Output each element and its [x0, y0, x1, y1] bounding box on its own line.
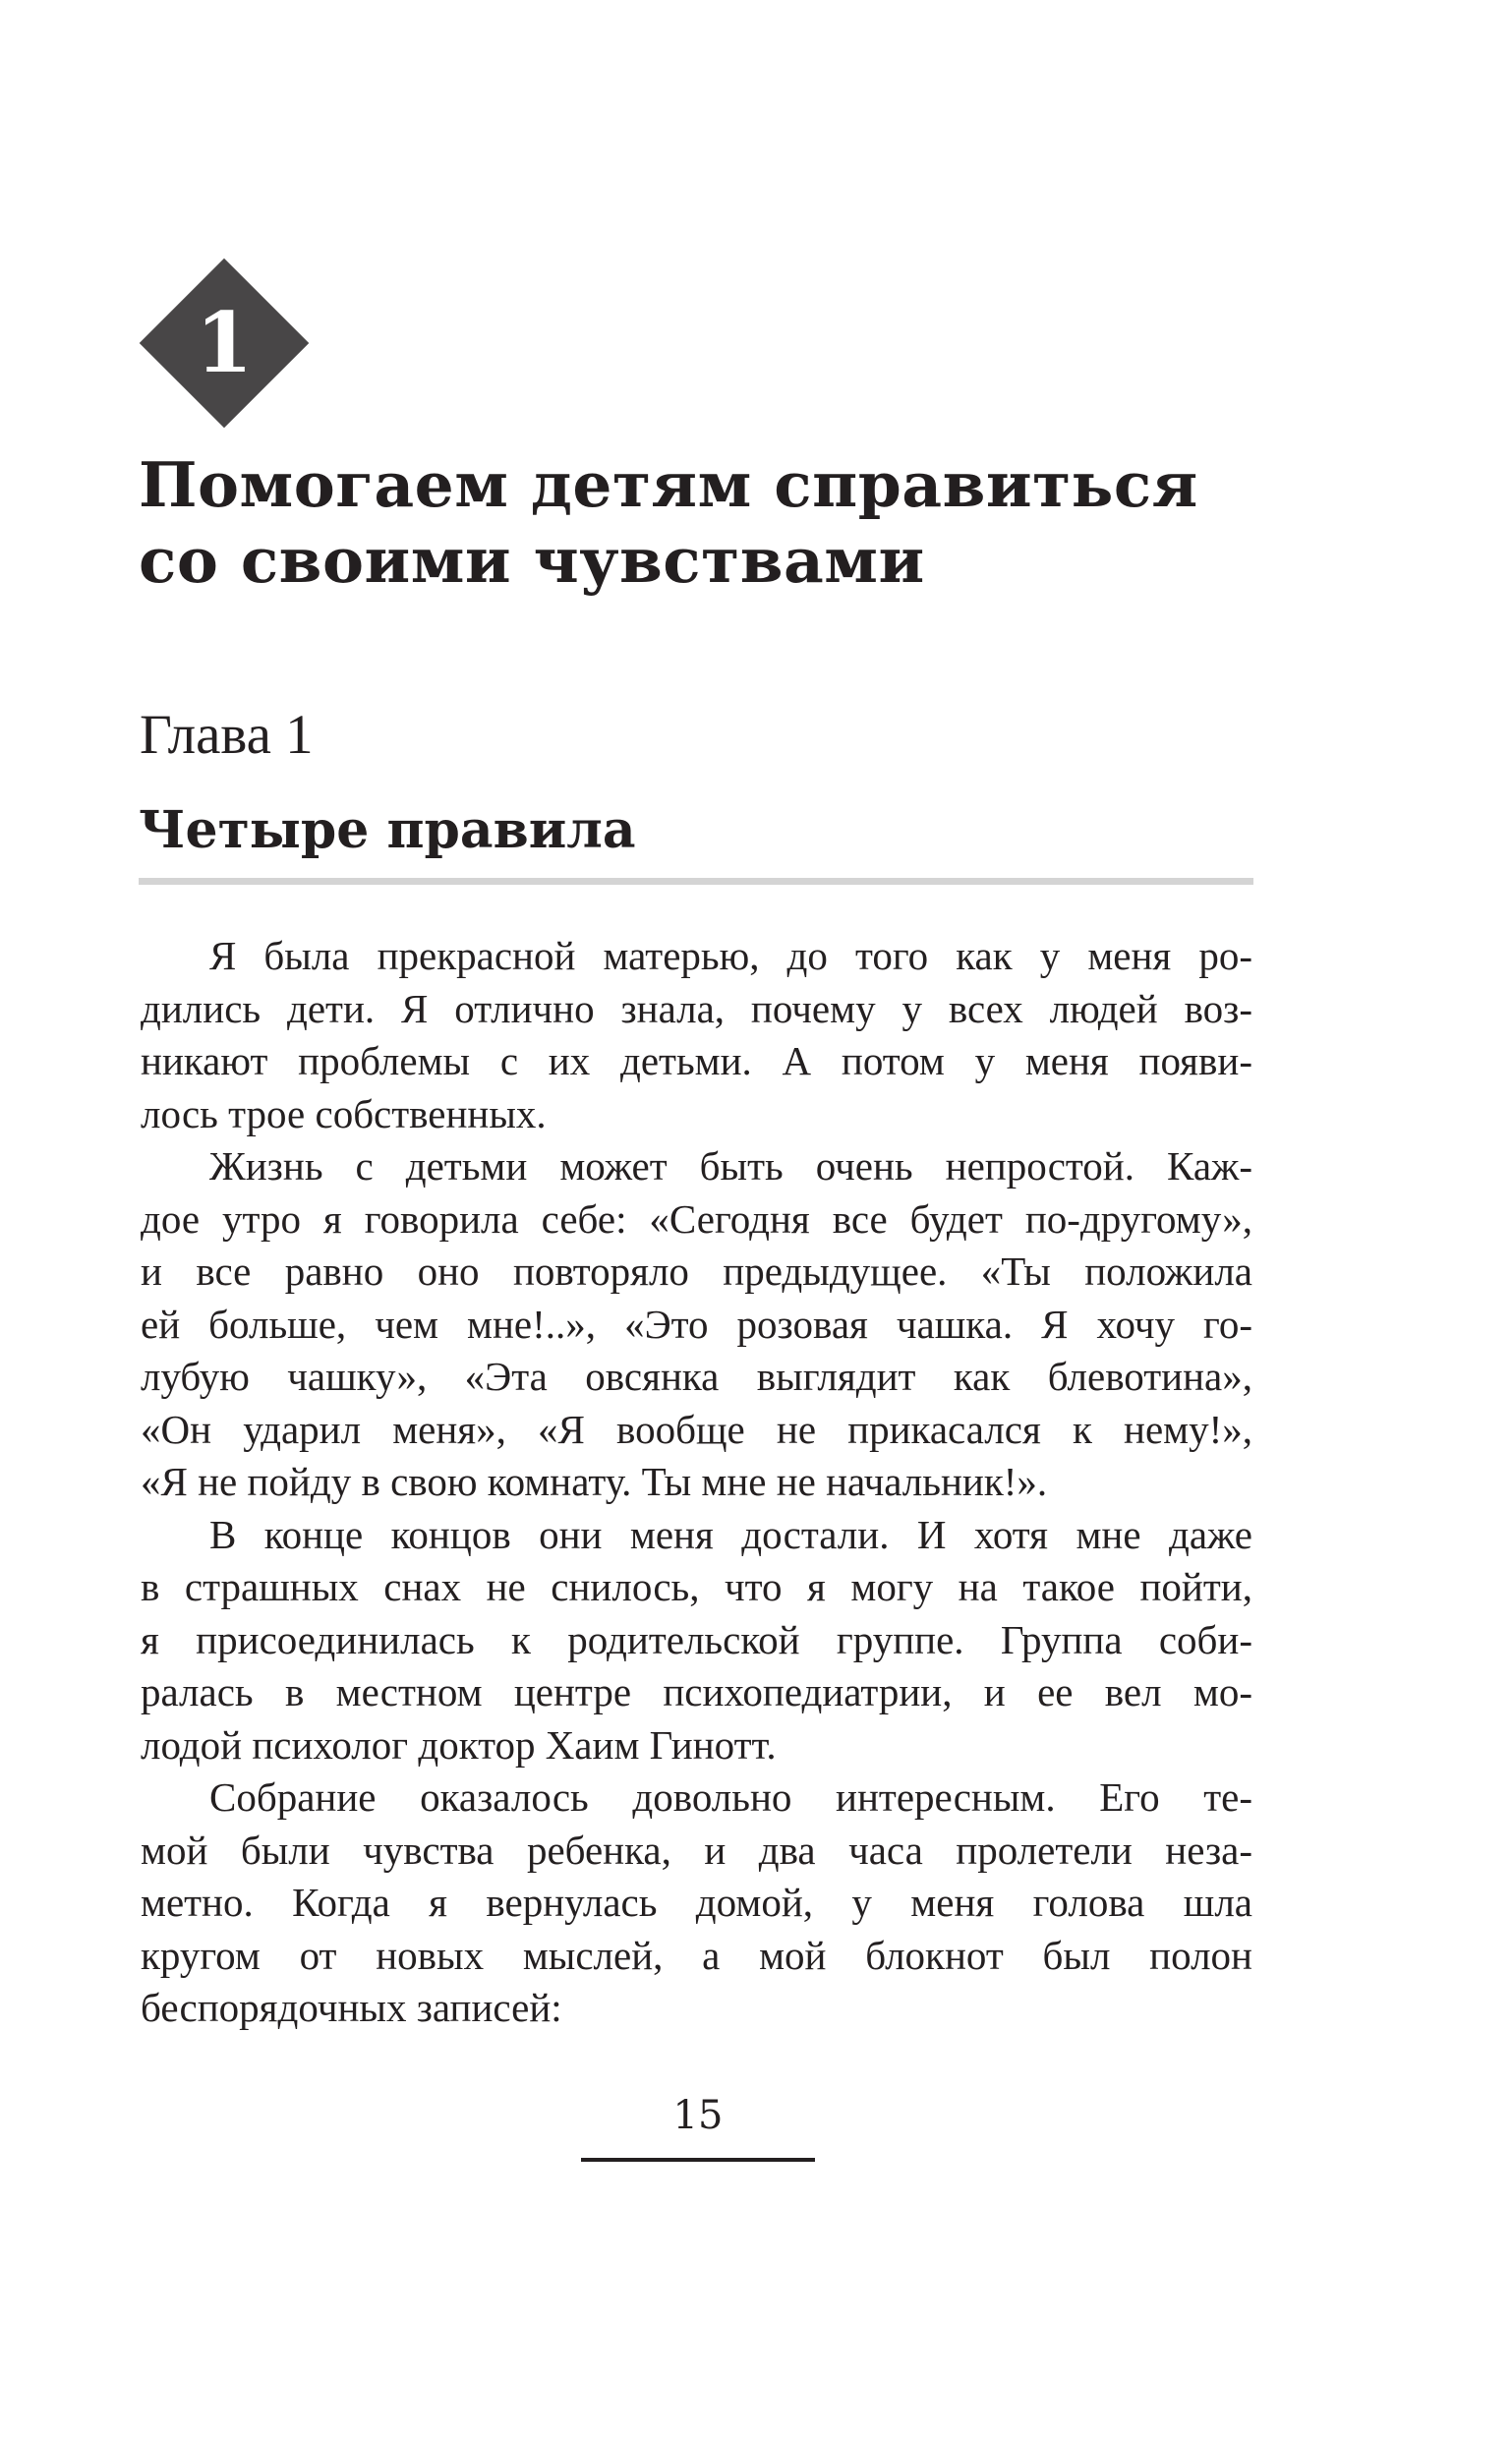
chapter-label: Глава 1 [140, 704, 314, 766]
text-line: никают проблемы с их детьми. А потом у меня появи- [141, 1038, 1252, 1083]
part-number-badge [140, 259, 309, 428]
paragraph-first-line: Жизнь с детьми может быть очень непростой. Каж- [209, 1143, 1252, 1189]
text-line: дились дети. Я отлично знала, почему у всех людей воз- [141, 985, 1252, 1031]
page-number: 15 [672, 2093, 724, 2138]
text-line: в страшных снах не снилось, что я могу на такое пойти, [141, 1564, 1252, 1609]
text-line: я присоединилась к родительской группе. Группа соби- [141, 1616, 1252, 1662]
text-line: ралась в местном центре психопедиатрии, и ее вел мо- [141, 1669, 1252, 1714]
part-title-line: Помогаем детям справиться [139, 448, 1198, 521]
text-line: ей больше, чем мне!..», «Это розовая чашка. Я хочу го- [141, 1301, 1252, 1347]
text-line: лось трое собственных. [141, 1090, 547, 1136]
chapter-divider [139, 878, 1253, 885]
text-line: беспорядочных записей: [141, 1985, 562, 2030]
text-line: и все равно оно повторяло предыдущее. «Ты положила [141, 1248, 1252, 1294]
text-line: мой были чувства ребенка, и два часа пролетели неза- [141, 1827, 1252, 1873]
text-line: лубую чашку», «Эта овсянка выглядит как блевотина», [141, 1354, 1252, 1399]
part-title-line: со своими чувствами [139, 524, 925, 597]
paragraph-first-line: Я была прекрасной матерью, до того как у меня ро- [209, 933, 1252, 978]
paragraph-first-line: В конце концов они меня достали. И хотя мне даже [209, 1511, 1252, 1557]
paragraph-first-line: Собрание оказалось довольно интересным. Его те- [209, 1774, 1252, 1820]
part-number: 1 [195, 294, 254, 391]
text-line: кругом от новых мыслей, а мой блокнот был полон [141, 1932, 1252, 1978]
text-line: «Я не пойду в свою комнату. Ты мне не начальник!». [141, 1459, 1048, 1504]
text-line: метно. Когда я вернулась домой, у меня голова шла [141, 1880, 1252, 1925]
footer-divider [581, 2158, 815, 2162]
text-line: дое утро я говорила себе: «Сегодня все будет по-другому», [141, 1195, 1252, 1242]
text-line: «Он ударил меня», «Я вообще не прикасался к нему!», [141, 1406, 1252, 1452]
chapter-title: Четыре правила [139, 800, 636, 860]
part-title [139, 447, 1318, 599]
text-line: лодой психолог доктор Хаим Гинотт. [141, 1721, 777, 1768]
body-text [141, 930, 1252, 2035]
